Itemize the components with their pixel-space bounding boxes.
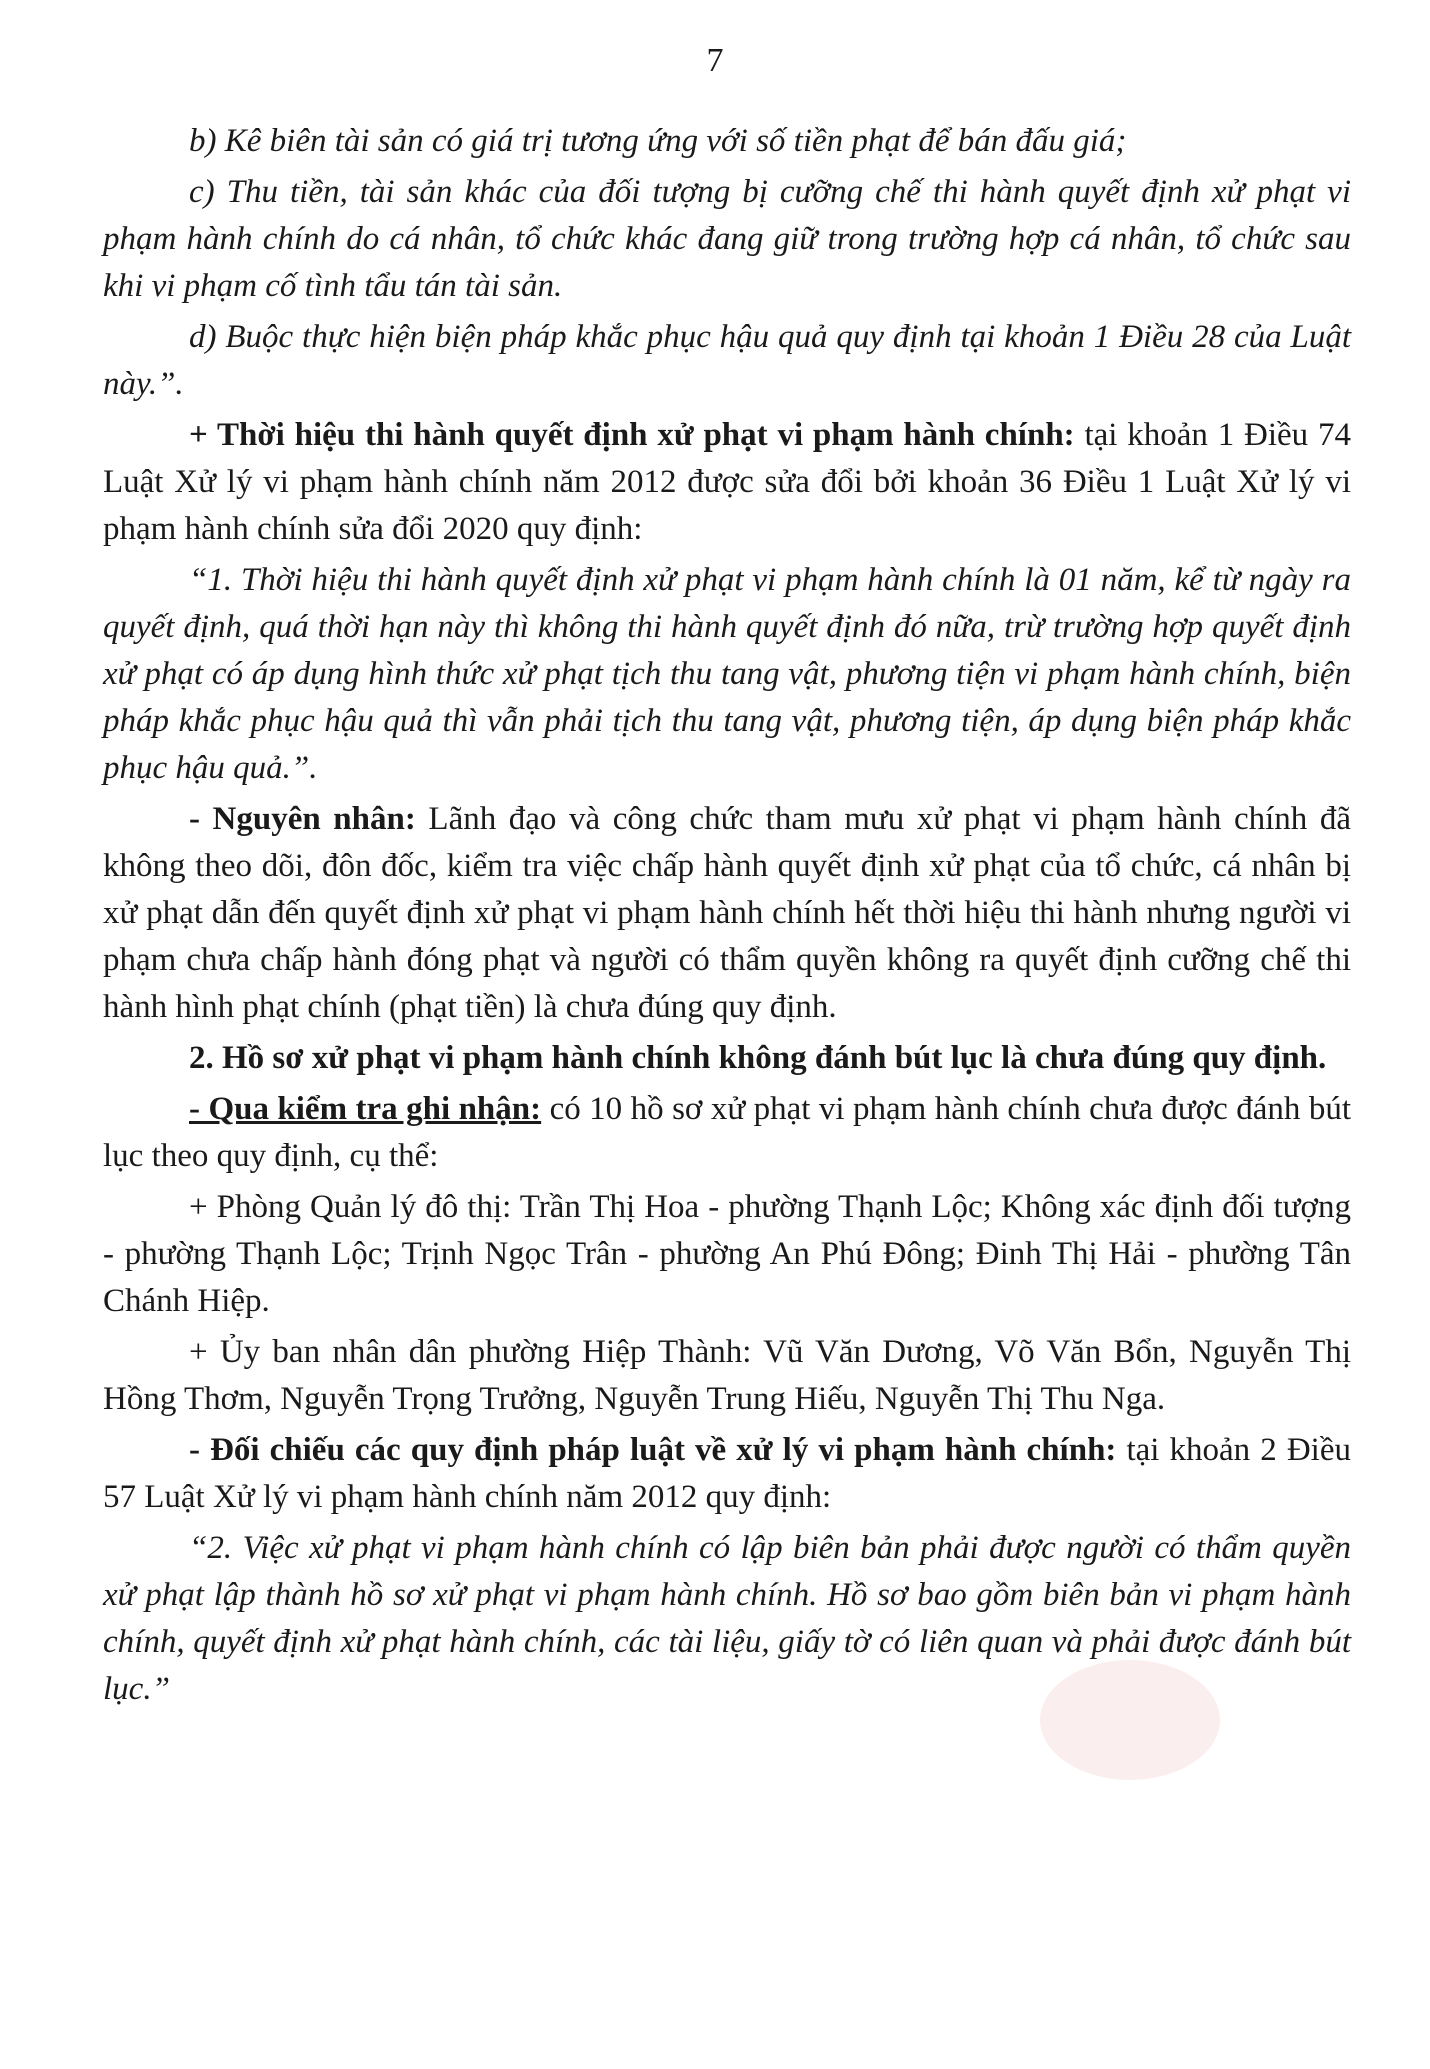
heading-legal-comparison: - Đối chiếu các quy định pháp luật về xử lý vi phạm hành chính: xyxy=(189,1432,1117,1468)
paragraph-inspection-text: có 10 hồ sơ xử phạt vi phạm hành chính chưa được đánh bút lục theo quy định, cụ thể: xyxy=(103,1091,1351,1174)
section-heading-2: 2. Hồ sơ xử phạt vi phạm hành chính không đánh bút lục là chưa đúng quy định. xyxy=(189,1040,1327,1076)
heading-inspection: - Qua kiểm tra ghi nhận: xyxy=(189,1091,542,1127)
paragraph-urban-management: + Phòng Quản lý đô thị: Trần Thị Hoa - phường Thạnh Lộc; Không xác định đối tượng - phường Thạnh Lộc; Trịnh Ngọc Trân - phường An Phú Đông; Đinh Thị Hải - phường Tân Chánh Hiệp. xyxy=(103,1189,1351,1319)
paragraph-d: d) Buộc thực hiện biện pháp khắc phục hậu quả quy định tại khoản 1 Điều 28 của Luật này.”. xyxy=(103,319,1351,402)
paragraph-statute-of-limitations xyxy=(103,412,1351,553)
paragraph-b: b) Kê biên tài sản có giá trị tương ứng với số tiền phạt để bán đấu giá; xyxy=(189,123,1127,159)
paragraph-legal-comparison-text: tại khoản 2 Điều 57 Luật Xử lý vi phạm hành chính năm 2012 quy định: xyxy=(103,1432,1351,1515)
paragraph-inspection xyxy=(103,1086,1351,1180)
paragraph-statute-text: tại khoản 1 Điều 74 Luật Xử lý vi phạm hành chính năm 2012 được sửa đổi bởi khoản 36 Điều 1 Luật Xử lý vi phạm hành chính sửa đổi 2020 quy định: xyxy=(103,417,1351,547)
quote-article-57: “2. Việc xử phạt vi phạm hành chính có lập biên bản phải được người có thẩm quyền xử phạt lập thành hồ sơ xử phạt vi phạm hành chính. Hồ sơ bao gồm biên bản vi phạm hành chính, quyết định xử phạt hành chính, các tài liệu, giấy tờ có liên quan và phải được đánh bút lục.” xyxy=(103,1530,1351,1707)
paragraph-cause xyxy=(103,796,1351,1031)
quote-article-74: “1. Thời hiệu thi hành quyết định xử phạt vi phạm hành chính là 01 năm, kể từ ngày ra quyết định, quá thời hạn này thì không thi hành quyết định đó nữa, trừ trường hợp quyết định xử phạt có áp dụng hình thức xử phạt tịch thu tang vật, phương tiện vi phạm hành chính, biện pháp khắc phục hậu quả thì vẫn phải tịch thu tang vật, phương tiện, áp dụng biện pháp khắc phục hậu quả.”. xyxy=(103,562,1351,786)
paragraph-legal-comparison xyxy=(103,1427,1351,1521)
paragraph-hiep-thanh-ward: + Ủy ban nhân dân phường Hiệp Thành: Vũ Văn Dương, Võ Văn Bổn, Nguyễn Thị Hồng Thơm, Nguyễn Trọng Trưởng, Nguyễn Trung Hiếu, Nguyễn Thị Thu Nga. xyxy=(103,1334,1351,1417)
heading-cause: - Nguyên nhân: xyxy=(189,801,416,837)
paragraph-cause-text: Lãnh đạo và công chức tham mưu xử phạt vi phạm hành chính đã không theo dõi, đôn đốc, kiểm tra việc chấp hành quyết định xử phạt của tổ chức, cá nhân bị xử phạt dẫn đến quyết định xử phạt vi phạm hành chính hết thời hiệu thi hành nhưng người vi phạm chưa chấp hành đóng phạt và người có thẩm quyền không ra quyết định cưỡng chế thi hành hình phạt chính (phạt tiền) là chưa đúng quy định. xyxy=(103,801,1351,1025)
heading-statute-of-limitations: + Thời hiệu thi hành quyết định xử phạt vi phạm hành chính: xyxy=(189,417,1075,453)
page-number: 7 xyxy=(706,42,724,79)
paragraph-c: c) Thu tiền, tài sản khác của đối tượng bị cưỡng chế thi hành quyết định xử phạt vi phạm hành chính do cá nhân, tổ chức khác đang giữ trong trường hợp cá nhân, tổ chức sau khi vi phạm cố tình tẩu tán tài sản. xyxy=(103,174,1351,304)
document-body xyxy=(103,118,1351,1717)
